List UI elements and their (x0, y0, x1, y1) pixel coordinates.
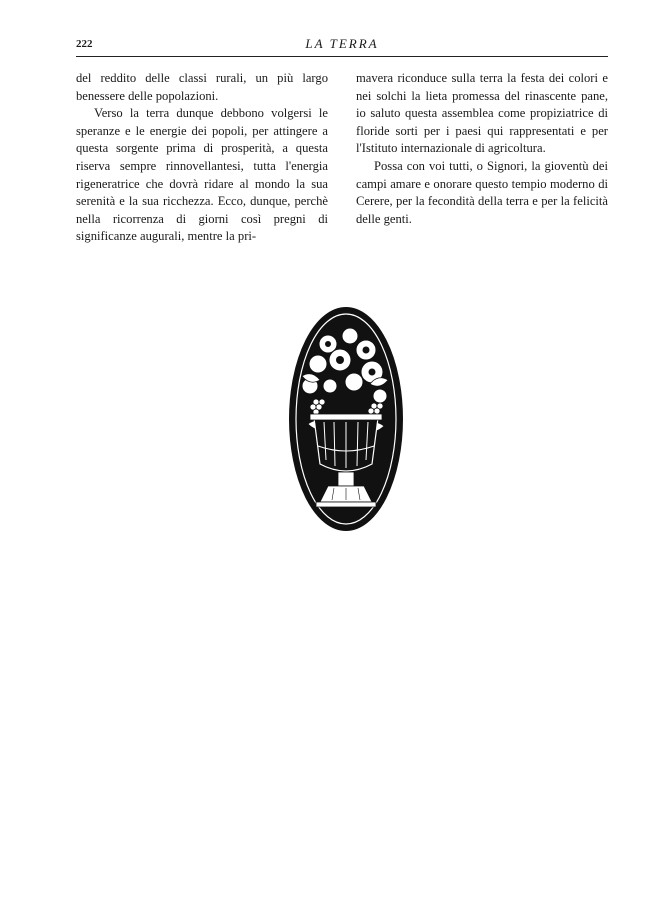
paragraph: Possa con voi tutti, o Signori, la gioventù dei campi amare e onorare questo tempio moderno di Cerere, per la fecondità della terra e per la felicità delle genti. (356, 158, 608, 226)
left-column (76, 70, 328, 246)
page-number: 222 (76, 38, 93, 50)
paragraph: del reddito delle classi rurali, un più largo benessere delle popolazioni. (76, 71, 328, 103)
paragraph: Verso la terra dunque debbono volgersi le speranze e le energie dei popoli, per attingere a questa sorgente prima di prosperità, a questa riserva sempre rinnovellantesi, tutta l'energia rigeneratrice che dovrà ridare al mondo la sua serenità e la sua ricchezza. Ecco, dunque, perchè nella ricorrenza di giorni così pregni di significanze augurali, mentre la pri- (76, 106, 328, 244)
fruit-urn-vignette-icon (288, 306, 404, 532)
right-column (356, 70, 608, 228)
page-header (76, 34, 608, 56)
paragraph: mavera riconduce sulla terra la festa dei colori e nei solchi la lieta promessa del rinascente pane, io saluto questa assemblea come propiziatrice di floride sorti per i paesi qui rappresentati e per l'Istituto internazionale di agricoltura. (356, 71, 608, 156)
running-title: LA TERRA (305, 36, 379, 51)
header-rule (76, 56, 608, 57)
